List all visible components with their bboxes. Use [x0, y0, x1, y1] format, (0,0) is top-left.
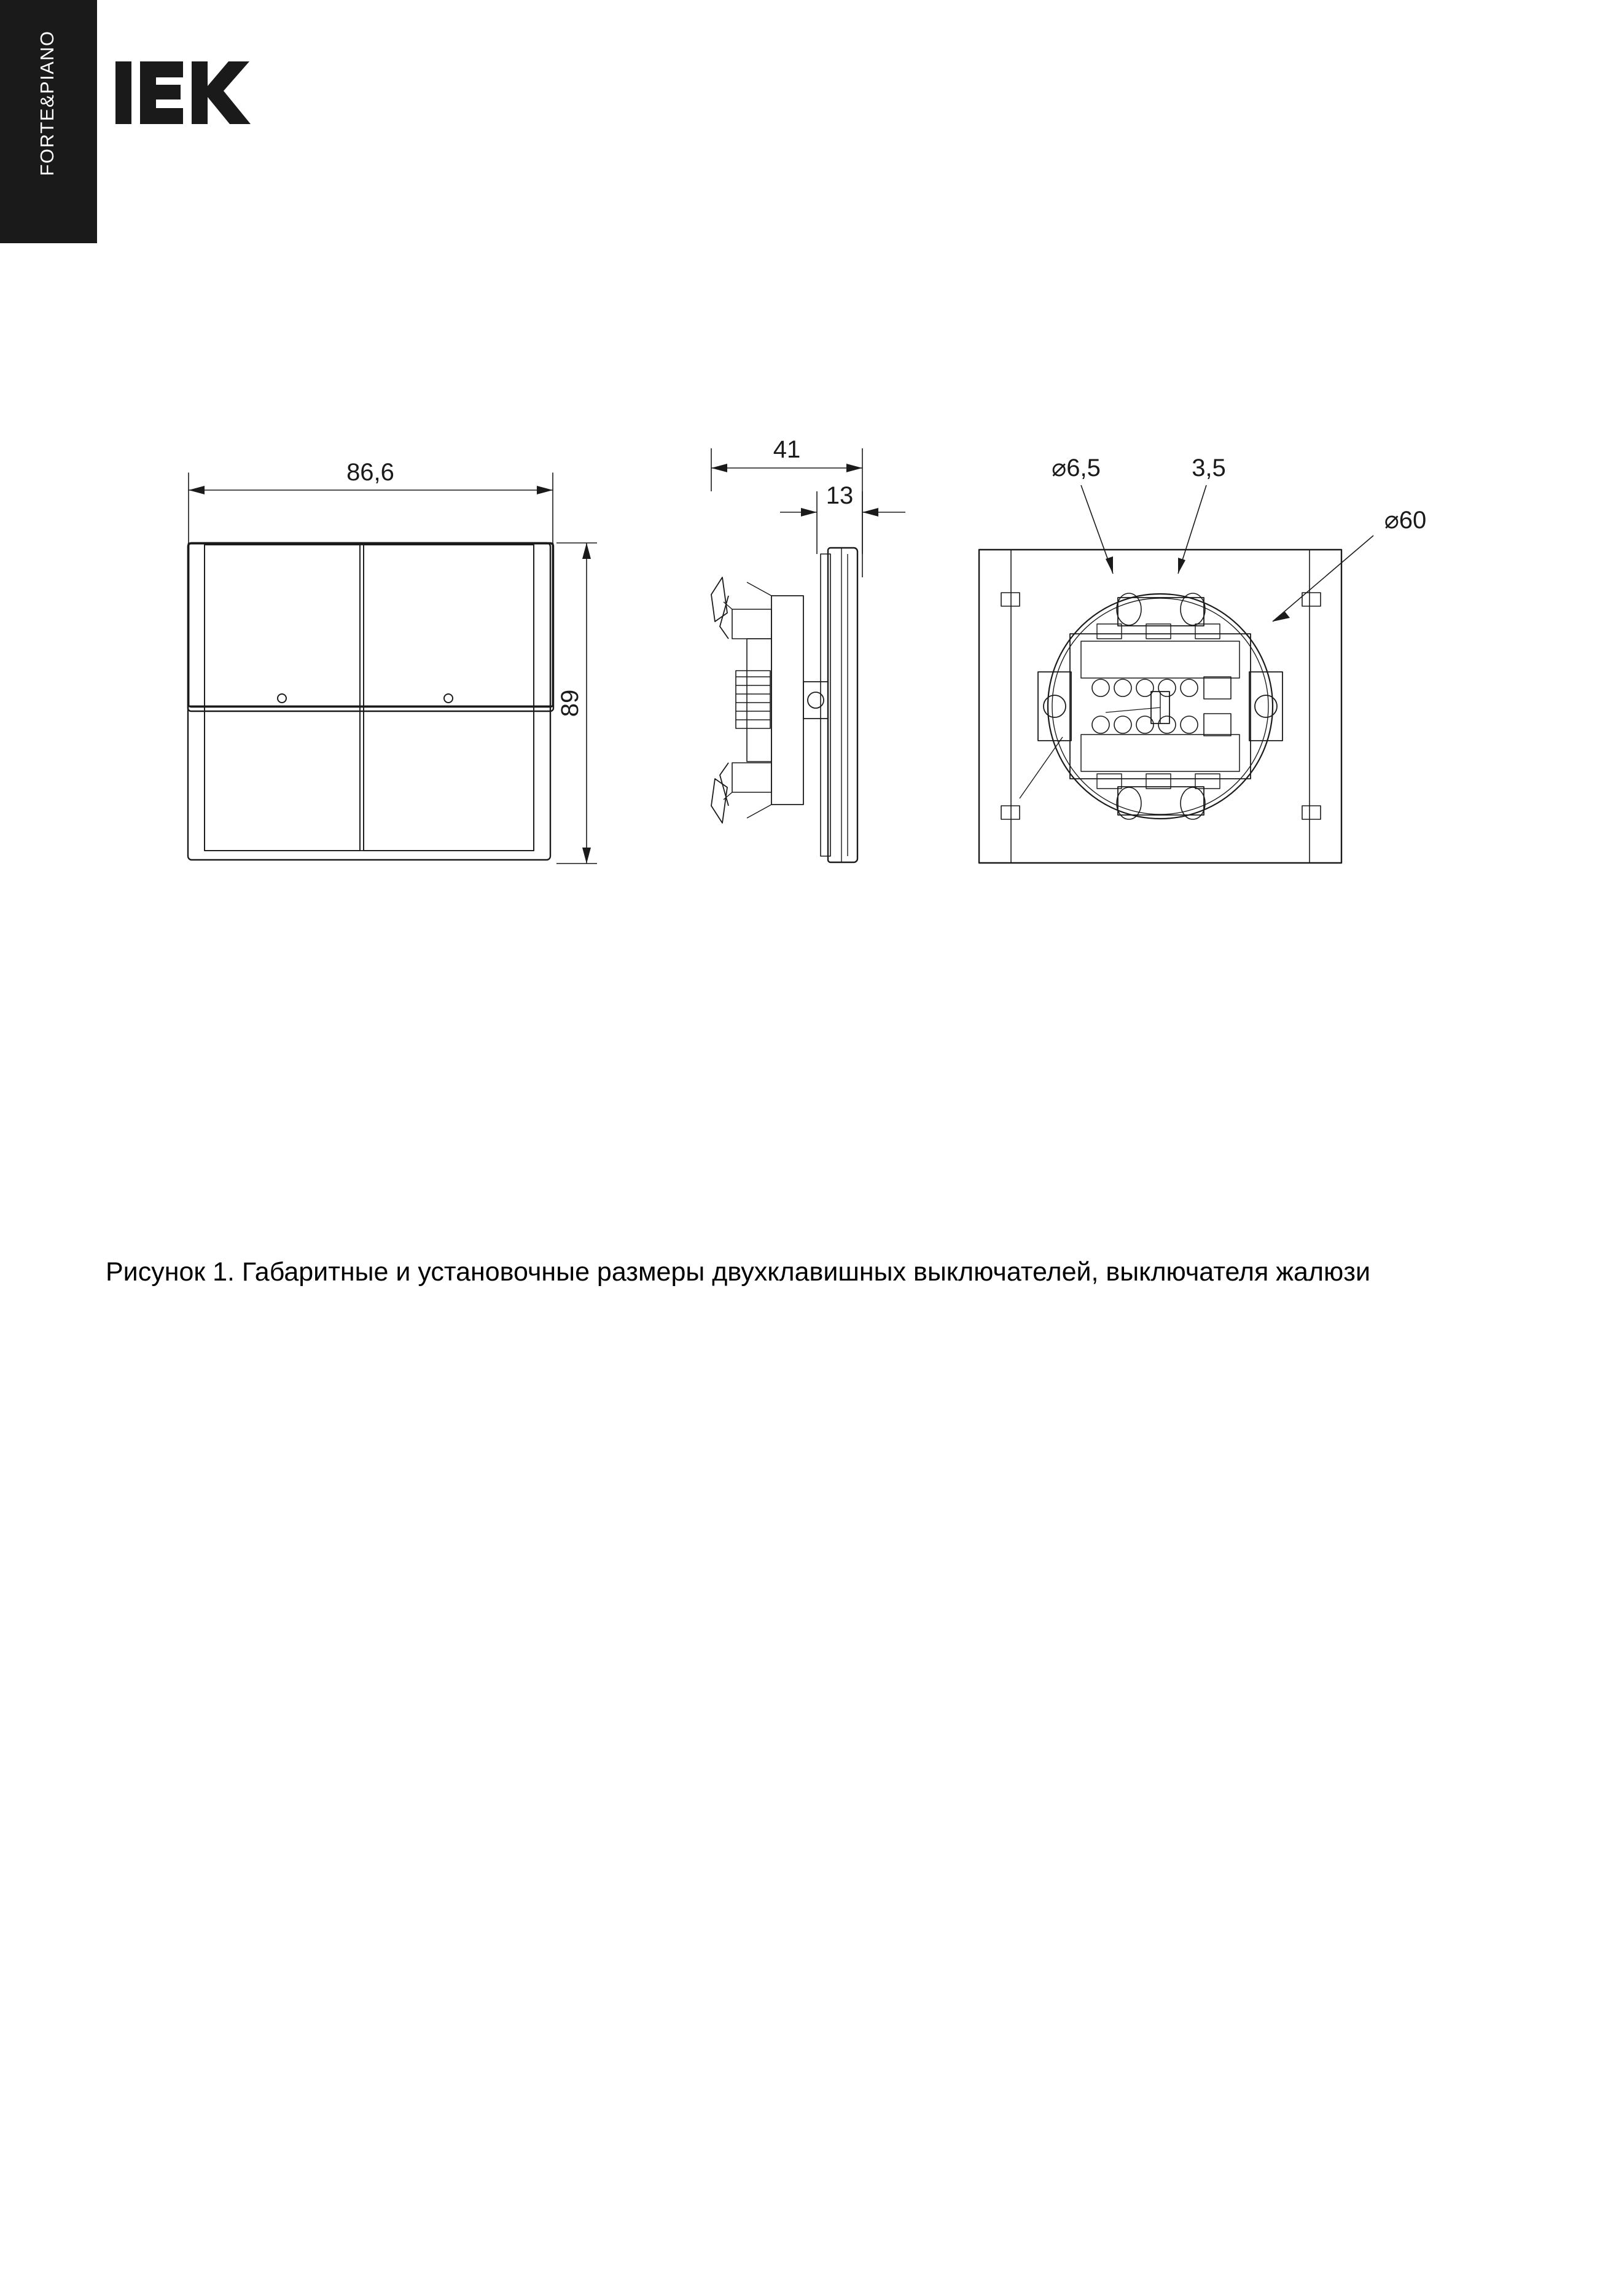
dim-side-depth: 41	[773, 436, 801, 463]
dim-rear-hole: ⌀6,5	[1052, 454, 1101, 482]
brand-bar	[0, 0, 97, 243]
figure-caption: Рисунок 1. Габаритные и установочные размеры двухклавишных выключателей, выключателя жалюзи	[106, 1257, 1371, 1287]
figure-drawing	[0, 393, 1624, 1081]
dim-rear-plate: 3,5	[1192, 454, 1226, 482]
dim-rear-body: ⌀60	[1384, 507, 1427, 534]
dim-side-thickness: 13	[826, 482, 854, 509]
brand-vertical-label: FORTE&PIANO	[36, 30, 58, 176]
dim-front-width: 86,6	[346, 459, 394, 486]
dim-front-height: 89	[556, 689, 584, 717]
iek-logo-icon	[114, 53, 274, 133]
